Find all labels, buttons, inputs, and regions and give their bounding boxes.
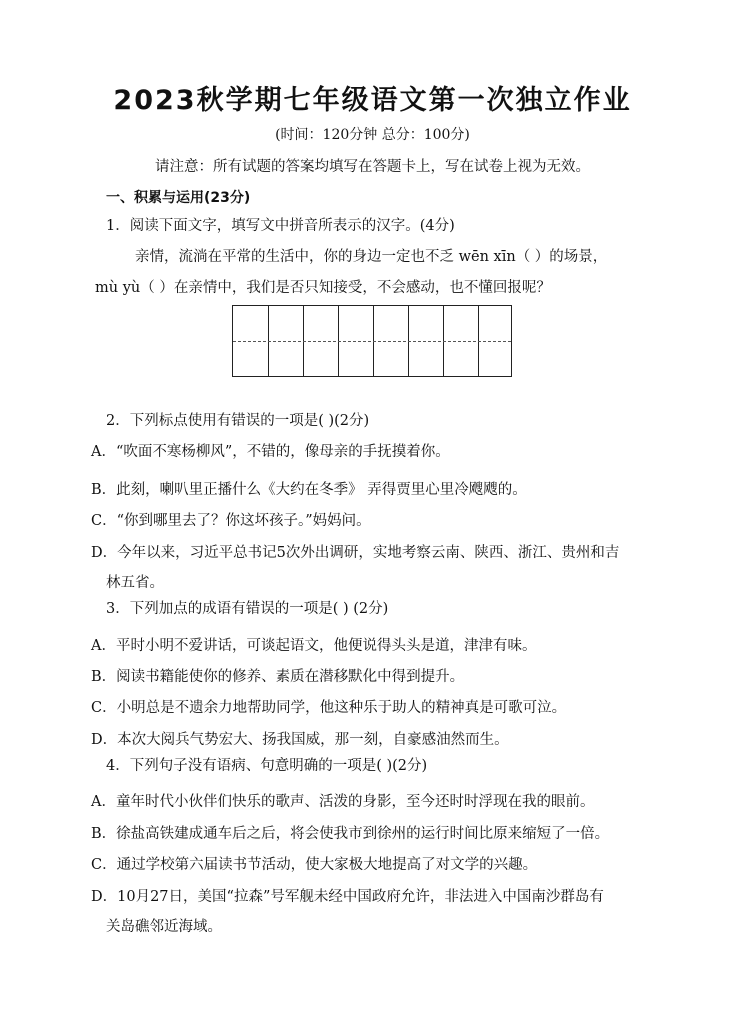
question-2-option-a: A．“吹面不寒杨柳风”，不错的，像母亲的手抚摸着你。 bbox=[91, 444, 450, 460]
question-3-option-d: D．本次大阅兵气势宏大、扬我国威，那一刻，自豪感油然而生。 bbox=[91, 732, 509, 748]
question-3-option-b: B．阅读书籍能使你的修养、素质在潜移默化中得到提升。 bbox=[91, 669, 465, 685]
exam-notice: 请注意：所有试题的答案均填写在答题卡上，写在试卷上视为无效。 bbox=[155, 159, 590, 175]
question-2-option-b: B．此刻，喇叭里正播什么《大约在冬季》 弄得贾里心里冷飕飕的。 bbox=[91, 482, 527, 498]
page-title: 2023秋学期七年级语文第一次独立作业 bbox=[113, 85, 632, 116]
question-4-stem: 4．下列句子没有语病、句意明确的一项是( )(2分) bbox=[106, 758, 428, 774]
question-1-passage-line-2: mù yù（ ）在亲情中，我们是否只知接受，不会感动，也不懂回报呢？ bbox=[95, 280, 551, 296]
question-2-stem: 2．下列标点使用有错误的一项是( )(2分) bbox=[106, 413, 370, 429]
answer-grid bbox=[232, 305, 512, 377]
question-1-passage-line-1: 亲情，流淌在平常的生活中，你的身边一定也不乏 wēn xīn（ ）的场景， bbox=[135, 249, 608, 265]
question-2-option-c: C．“你到哪里去了？你这坏孩子。”妈妈问。 bbox=[91, 513, 371, 529]
question-4-option-d-cont: 关岛礁邻近海域。 bbox=[106, 919, 222, 935]
grid-dashed-line bbox=[233, 341, 511, 342]
question-2-option-d: D．今年以来，习近平总书记5次外出调研，实地考察云南、陕西、浙江、贵州和吉 bbox=[91, 545, 620, 561]
exam-time-score: (时间：120分钟 总分：100分) bbox=[275, 127, 470, 143]
question-4-option-b: B．徐盐高铁建成通车后之后，将会使我市到徐州的运行时间比原来缩短了一倍。 bbox=[91, 826, 610, 842]
question-4-option-c: C．通过学校第六届读书节活动，使大家极大地提高了对文学的兴趣。 bbox=[91, 857, 538, 873]
question-4-option-a: A．童年时代小伙伴们快乐的歌声、活泼的身影，至今还时时浮现在我的眼前。 bbox=[91, 794, 595, 810]
question-4-option-d: D．10月27日，美国“拉森”号军舰未经中国政府允许，非法进入中国南沙群岛有 bbox=[91, 889, 604, 905]
question-3-option-c: C．小明总是不遗余力地帮助同学，他这种乐于助人的精神真是可歌可泣。 bbox=[91, 700, 567, 716]
question-2-option-d-cont: 林五省。 bbox=[106, 575, 164, 591]
question-1-stem: 1．阅读下面文字，填写文中拼音所表示的汉字。(4分) bbox=[106, 218, 455, 234]
question-3-option-a: A．平时小明不爱讲话，可谈起语文，他便说得头头是道，津津有味。 bbox=[91, 638, 537, 654]
question-3-stem: 3．下列加点的成语有错误的一项是( ) (2分) bbox=[106, 601, 389, 617]
section-title: 一、积累与运用(23分) bbox=[106, 190, 251, 206]
